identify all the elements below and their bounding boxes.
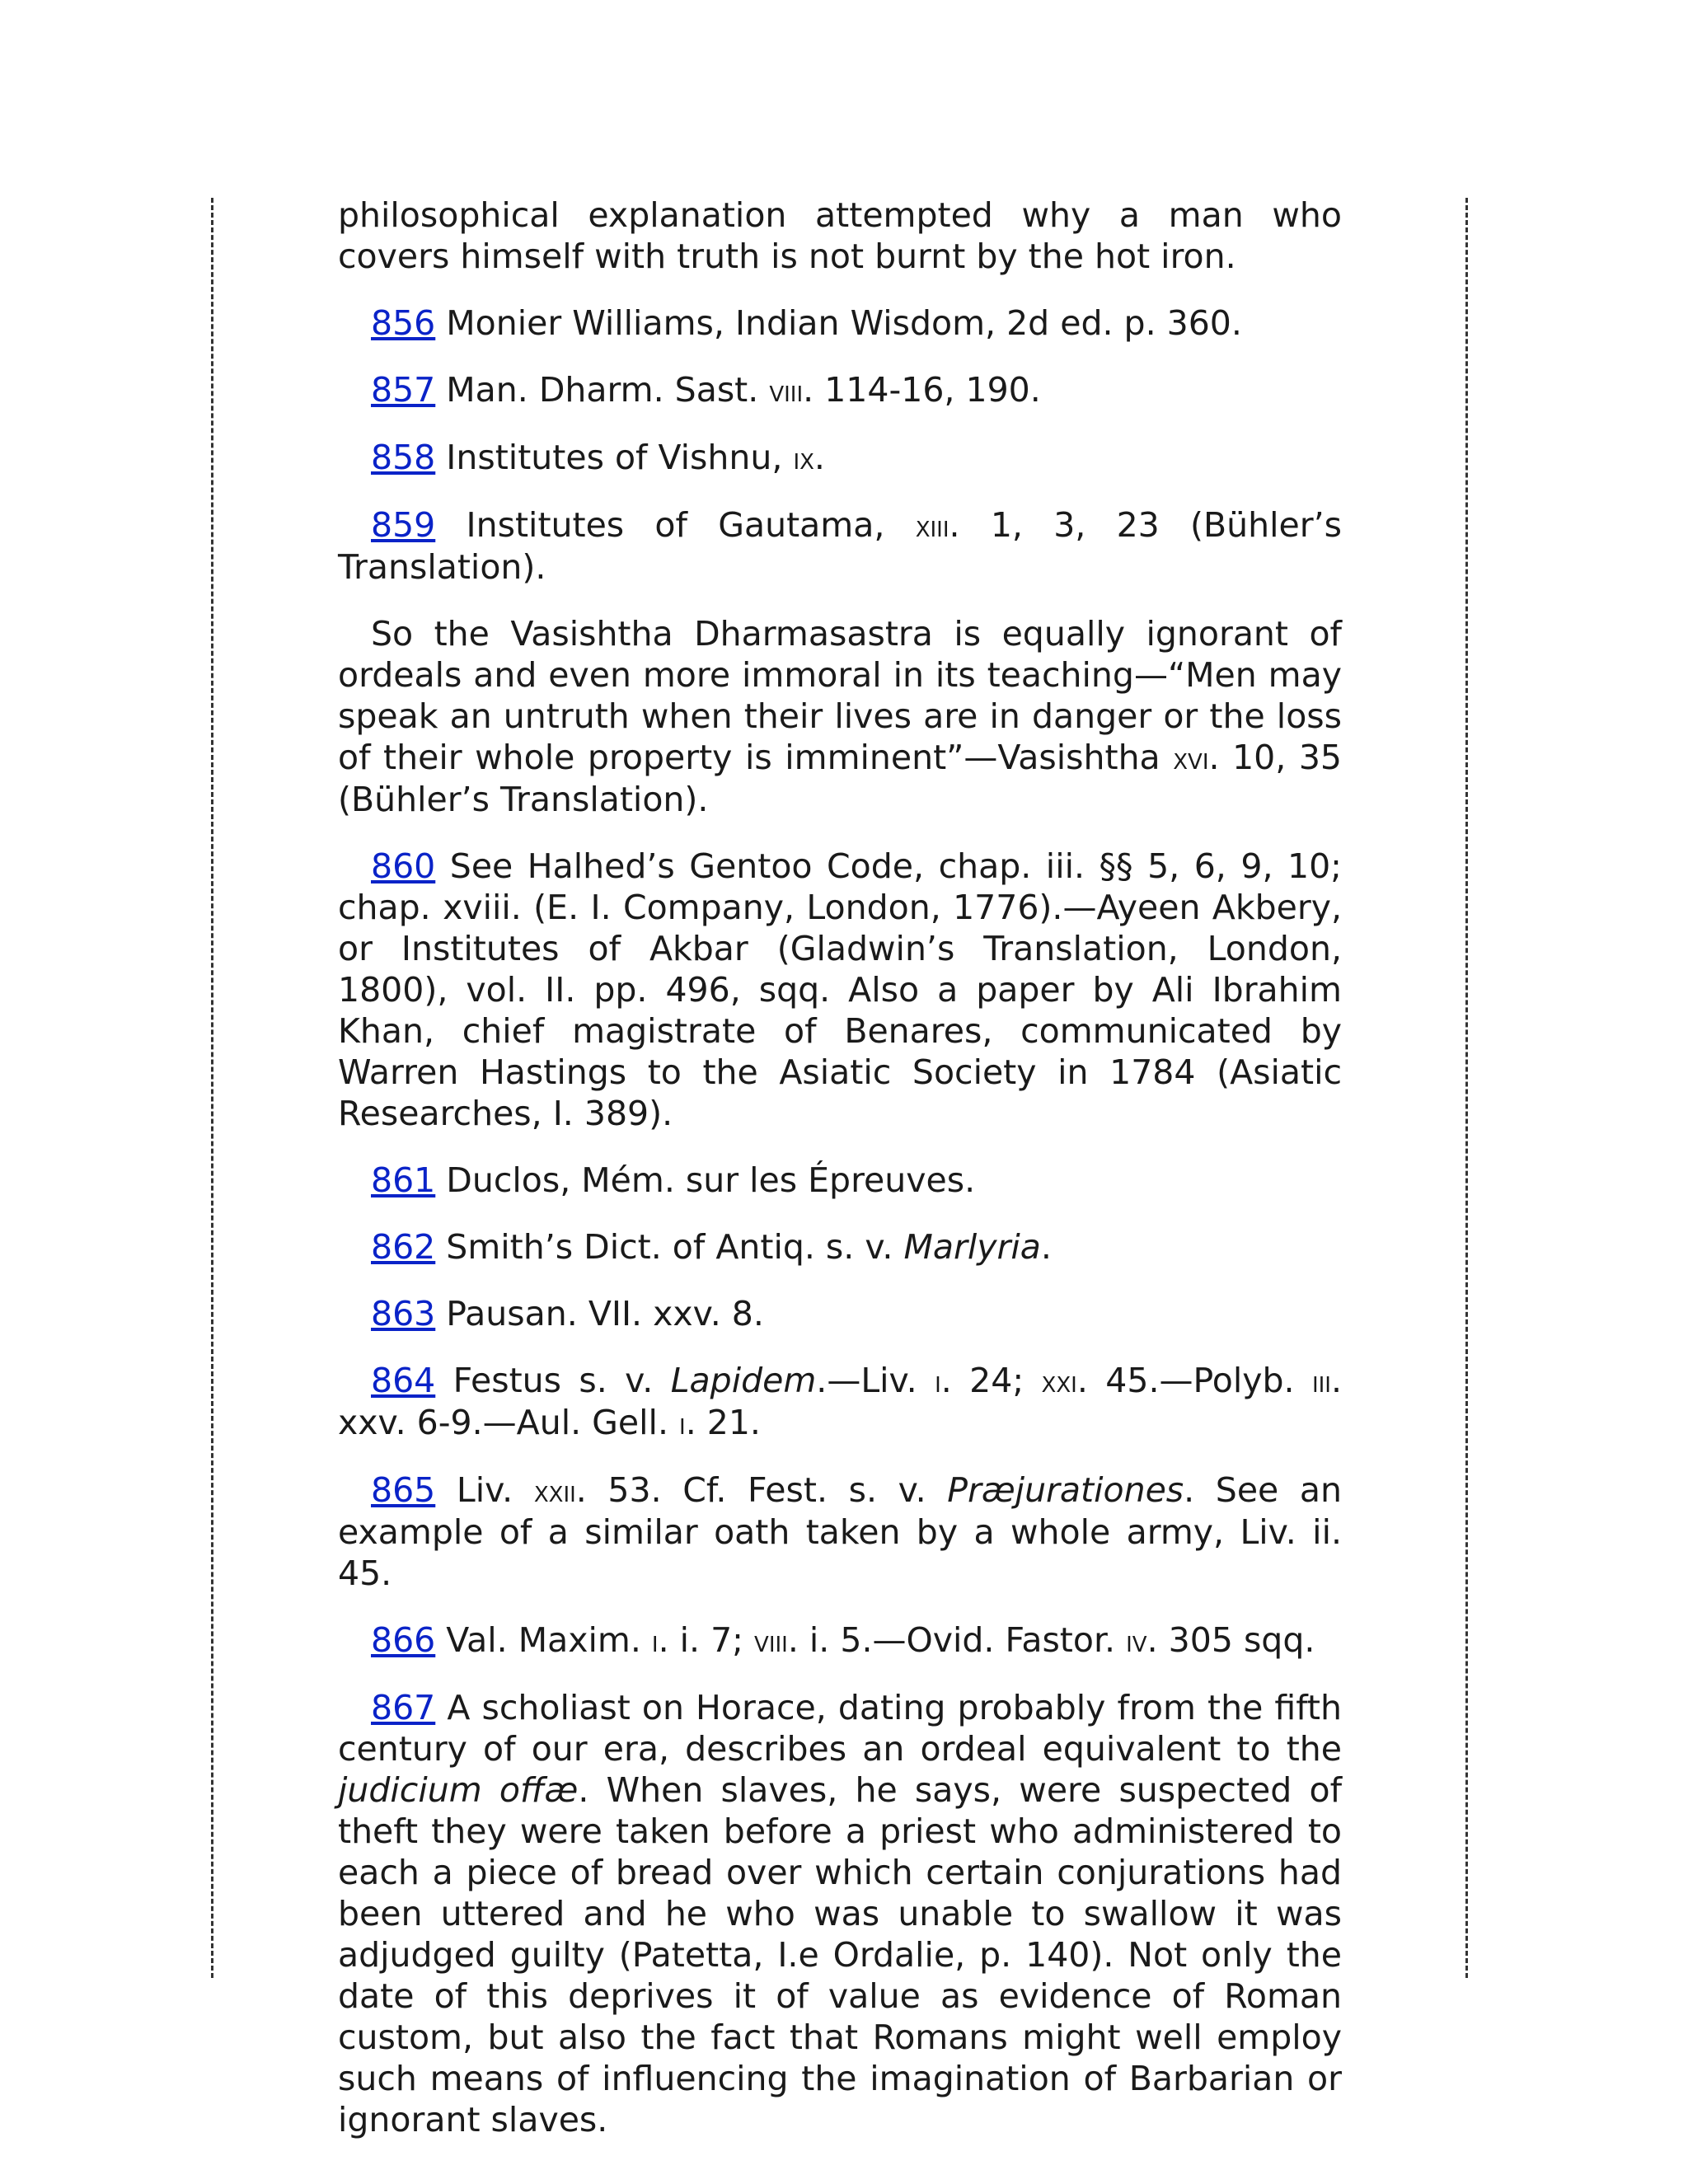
footnote-866: 866 Val. Maxim. i. i. 7; viii. i. 5.—Ovid. Fastor. iv. 305 sqq. bbox=[371, 1620, 1315, 1660]
footnote-864: 864 Festus s. v. Lapidem.—Liv. i. 24; xxi. 45.—Polyb. iii. xxv. 6-9.—Aul. Gell. i. 21. bbox=[338, 1361, 1342, 1442]
footnote-859: 859 Institutes of Gautama, xiii. 1, 3, 23 (Bühler’s Translation). bbox=[338, 505, 1342, 587]
footnote-link-864[interactable]: 864 bbox=[371, 1361, 436, 1400]
footnote-link-858[interactable]: 858 bbox=[371, 438, 436, 477]
footnote-865: 865 Liv. xxii. 53. Cf. Fest. s. v. Præjurationes. See an example of a similar oath taken by a whole army, Liv. ii. 45. bbox=[338, 1470, 1342, 1593]
footnote-858: 858 Institutes of Vishnu, ix. bbox=[371, 438, 825, 477]
left-margin-rule bbox=[211, 198, 213, 1978]
footnotes-page bbox=[338, 194, 1342, 2166]
footnote-link-865[interactable]: 865 bbox=[371, 1470, 436, 1510]
footnote-link-859[interactable]: 859 bbox=[371, 505, 436, 545]
footnote-857: 857 Man. Dharm. Sast. viii. 114-16, 190. bbox=[371, 370, 1041, 410]
continued-paragraph: philosophical explanation attempted why a man who covers himself with truth is not burnt by the hot iron. bbox=[338, 195, 1342, 276]
right-margin-rule bbox=[1465, 198, 1468, 1978]
footnote-862: 862 Smith’s Dict. of Antiq. s. v. Marlyria. bbox=[371, 1227, 1052, 1267]
footnote-link-866[interactable]: 866 bbox=[371, 1620, 436, 1660]
footnote-link-861[interactable]: 861 bbox=[371, 1160, 436, 1200]
footnote-link-860[interactable]: 860 bbox=[371, 846, 436, 886]
footnote-856: 856 Monier Williams, Indian Wisdom, 2d ed. p. 360. bbox=[371, 303, 1242, 343]
footnote-860: 860 See Halhed’s Gentoo Code, chap. iii. §§ 5, 6, 9, 10; chap. xviii. (E. I. Company, London, 1776).—Ayeen Akbery, or Institutes of Akbar (Gladwin’s Translation, London, 1800), vol. II. pp. 496, sqq. Also a paper by Ali Ibrahim Khan, chief magistrate of Benares, communicated by Warren Hastings to the Asiatic Society in 1784 (Asiatic Researches, I. 389). bbox=[338, 846, 1342, 1133]
footnote-link-856[interactable]: 856 bbox=[371, 303, 436, 343]
vasishtha-paragraph: So the Vasishtha Dharmasastra is equally ignorant of ordeals and even more immoral in its teaching—“Men may speak an untruth when their lives are in danger or the loss of their whole property is imminent”—Vasishtha xvi. 10, 35 (Bühler’s Translation). bbox=[338, 614, 1342, 819]
footnote-867: 867 A scholiast on Horace, dating probably from the fifth century of our era, describes an ordeal equivalent to the judicium offæ. When slaves, he says, were suspected of theft they were taken before a priest who administered to each a piece of bread over which certain conjurations had been uttered and he who was unable to swallow it was adjudged guilty (Patetta, I.e Ordalie, p. 140). Not only the date of this deprives it of value as evidence of Roman custom, but also the fact that Romans might well employ such means of influencing the imagination of Barbarian or ignorant slaves. bbox=[338, 1688, 1343, 2139]
footnote-link-862[interactable]: 862 bbox=[371, 1227, 436, 1267]
footnote-861: 861 Duclos, Mém. sur les Épreuves. bbox=[371, 1160, 976, 1200]
footnote-863: 863 Pausan. VII. xxv. 8. bbox=[371, 1294, 764, 1333]
footnote-link-857[interactable]: 857 bbox=[371, 370, 436, 410]
footnote-link-867[interactable]: 867 bbox=[371, 1688, 436, 1727]
footnote-link-863[interactable]: 863 bbox=[371, 1294, 436, 1333]
